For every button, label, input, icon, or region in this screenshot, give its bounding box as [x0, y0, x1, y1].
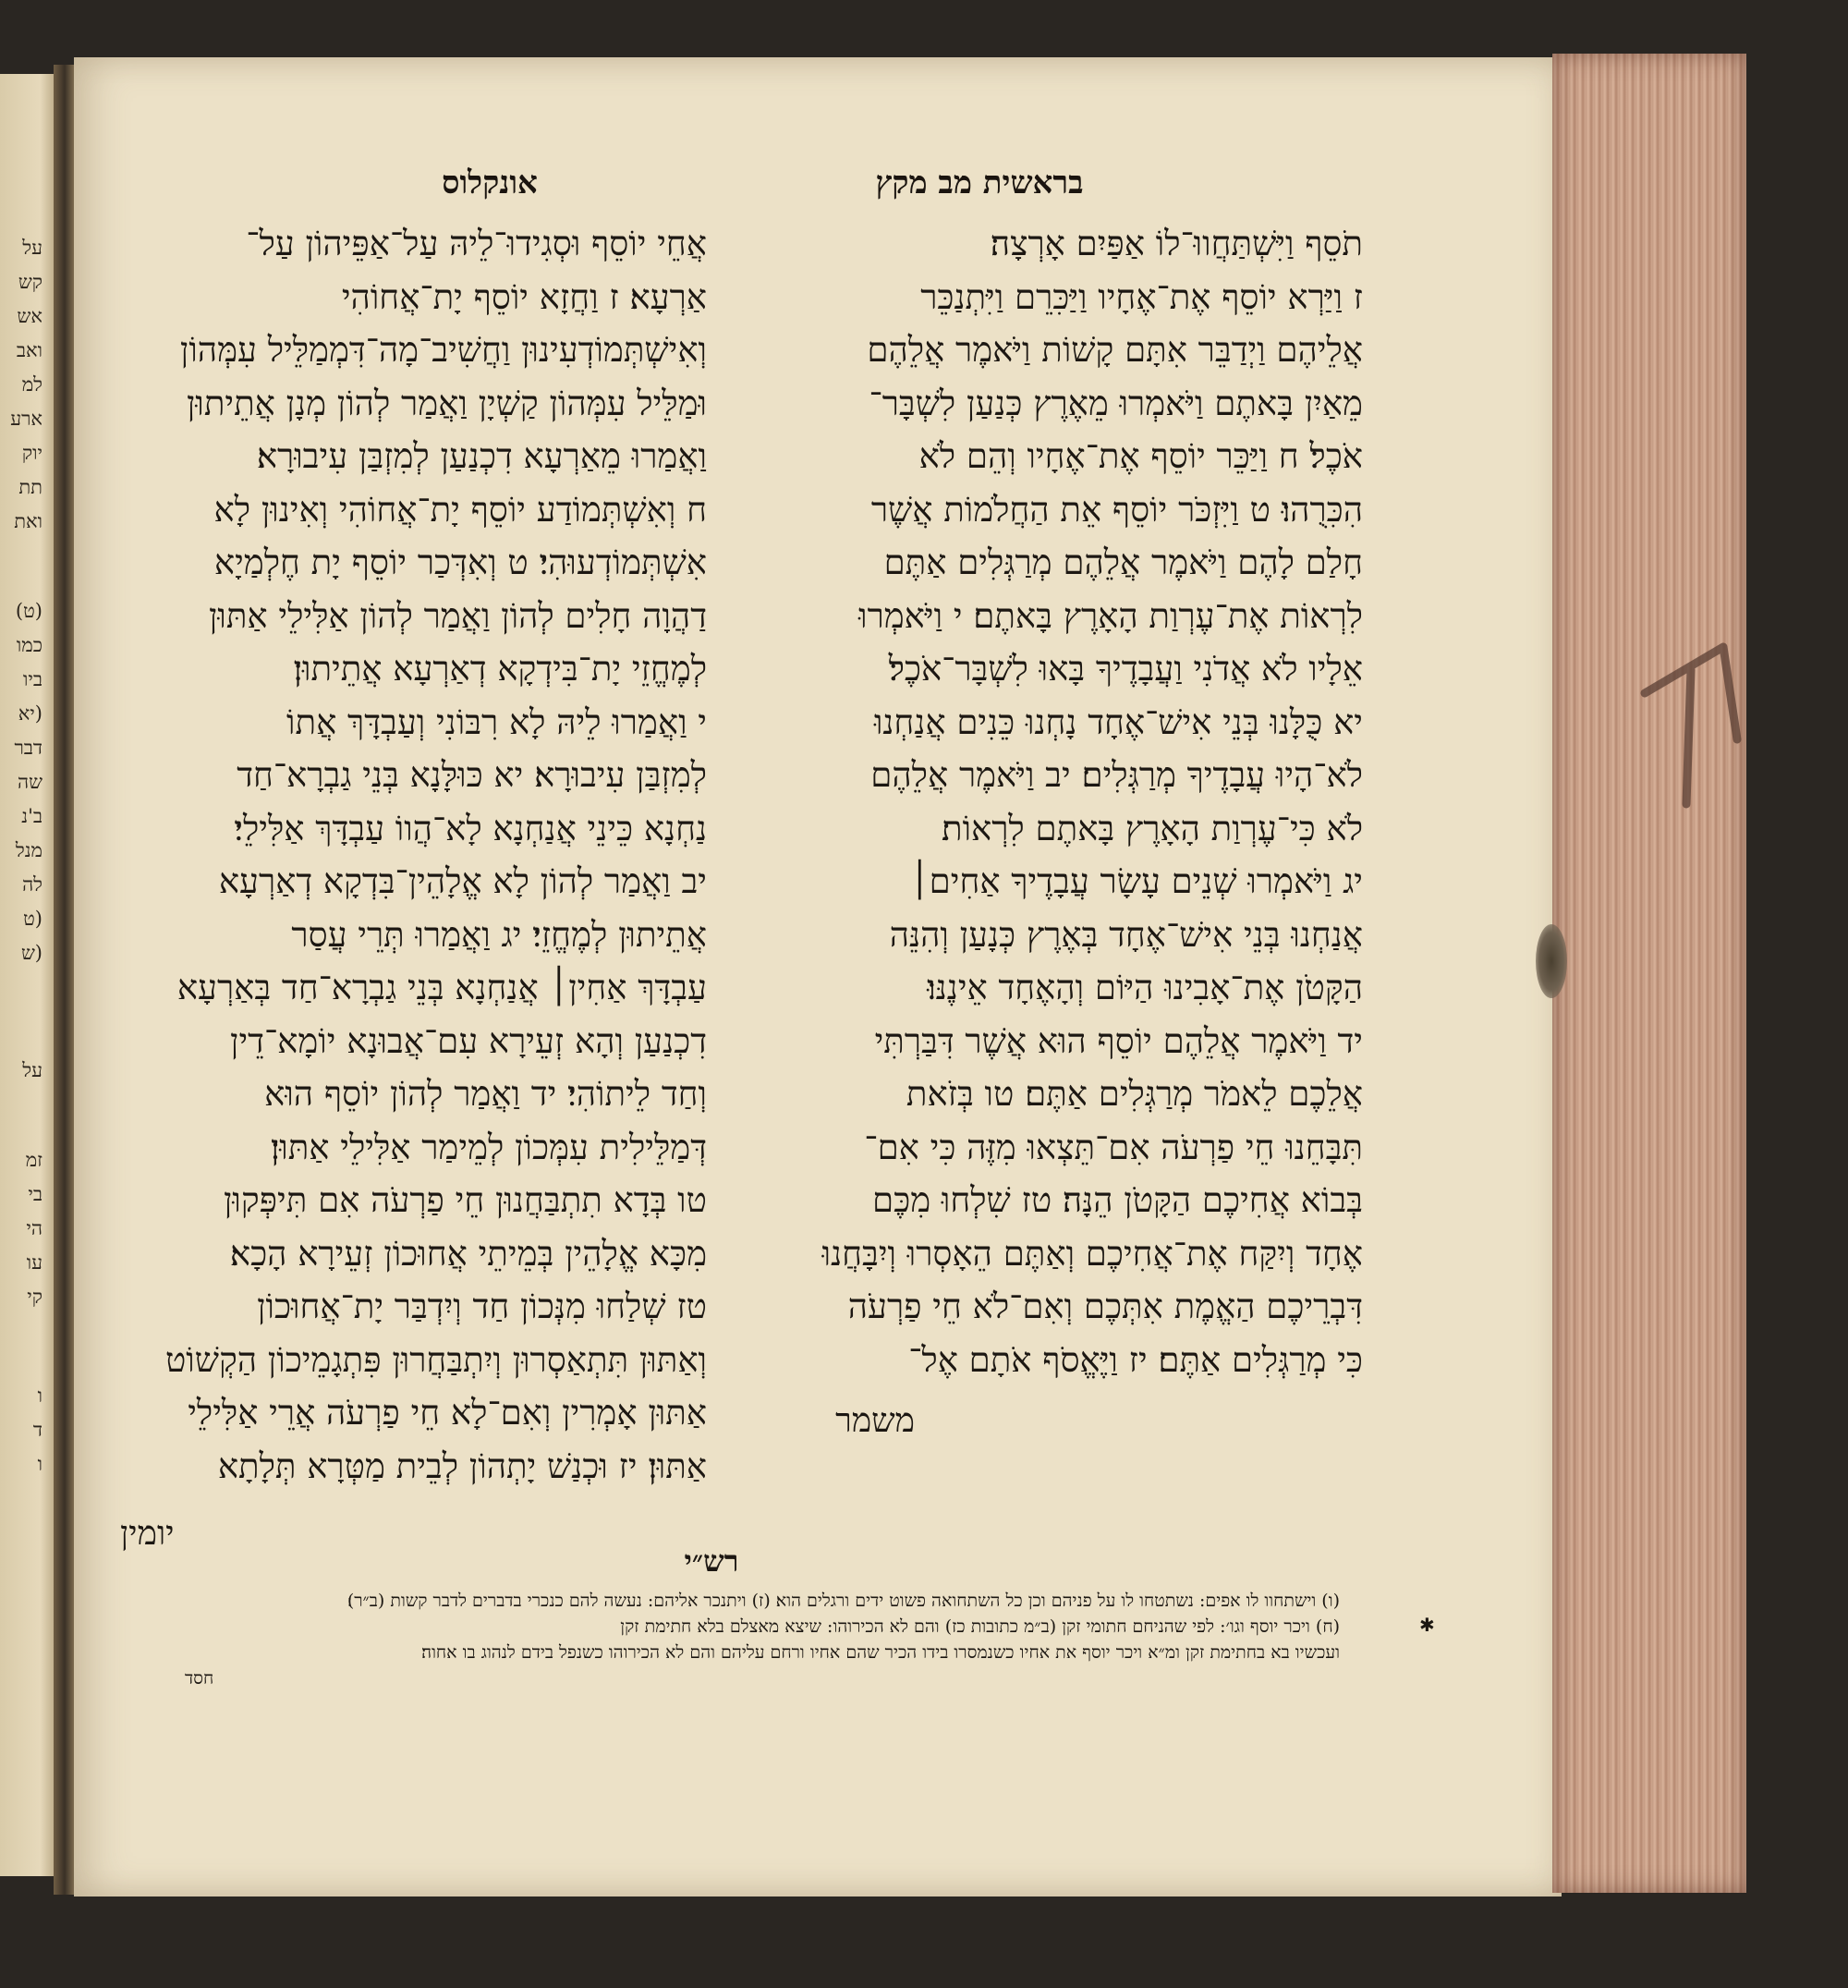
text-line: עַבְדָּךְ אַחִין׀ אֲנַחְנָא בְּנֵי גַבְרָא־חַד בְּאַרְעָא: [176, 968, 707, 1007]
fragment: (יא: [18, 702, 43, 725]
text-line: אֲלֵיהֶם וַיְדַבֵּר אִתָּם קָשׁוֹת וַיֹּאמֶר אֲלֵהֶם: [867, 330, 1363, 370]
text-line: דִּבְרֵיכֶם הַאֱמֶת אִתְּכֶם וְאִם־לֹא חֵי פַרְעֹה: [847, 1287, 1363, 1326]
fragment: ואת: [14, 510, 43, 532]
text-line: דְּמַלֵּילִית עִמְּכוֹן לְמֵימַר אַלִּילֵי אַתּוּן׃: [270, 1127, 707, 1167]
text-line: תֹסֵף וַיִּשְׁתַּחֲווּ־לוֹ אַפַּיִם אָרְצָה׃: [990, 224, 1363, 263]
handwritten-mark: [1635, 628, 1756, 813]
text-line: ח וְאִשְׁתְּמוֹדַע יוֹסֵף יָת־אֲחוֹהִי וְאִינוּן לָא: [213, 489, 707, 530]
fragment: עו: [26, 1251, 43, 1274]
fragment: בי: [28, 1183, 43, 1205]
text-line: וְאַתּוּן תִּתְאַסְרוּן וְיִתְבַּחֲרוּן פִּתְגָמֵיכוֹן הַקְשׁוֹט: [164, 1339, 707, 1380]
fragment: כמו: [16, 634, 43, 656]
text-line: דִכְנַעַן וְהָא זְעֵירָא עִם־אֲבוּנָא יוֹמָא־דֵין: [230, 1020, 707, 1061]
text-line: הִכִּרֻהוּ׃ ט וַיִּזְכֹּר יוֹסֵף אֵת הַחֲלֹמוֹת אֲשֶׁר: [870, 489, 1363, 530]
fragment: למ: [21, 373, 43, 396]
text-line: לִרְאוֹת אֶת־עֶרְוַת הָאָרֶץ בָּאתֶם׃ י וַיֹּאמְרוּ: [858, 595, 1363, 636]
text-line: ז וַיַּרְא יוֹסֵף אֶת־אֶחָיו וַיַּכִּרֵם וַיִּתְנַכֵּר: [920, 276, 1363, 317]
onkelos-text-column: [88, 217, 707, 1493]
fragment: ביו: [23, 668, 43, 690]
catchword-left: יומין: [120, 1515, 175, 1553]
text-line: אִשְׁתְּמוֹדְעוּהִי׃ ט וְאִדְּכַר יוֹסֵף יָת חֶלְמַיָא: [213, 543, 707, 582]
fragment: ב'נ: [21, 805, 43, 827]
ink-stain: [1536, 924, 1567, 998]
text-line: י וַאֲמַרוּ לֵיהּ לָא רִבּוֹנִי וְעַבְדָּךְ אֲתוֹ: [286, 701, 707, 742]
fragment: דבר: [14, 737, 43, 759]
fragment: על: [22, 1059, 43, 1081]
text-line: תִּבָּחֵנוּ חֵי פַרְעֹה אִם־תֵּצְאוּ מִזֶּה כִּי אִם־: [864, 1127, 1363, 1167]
catchword-right: משמר: [835, 1402, 915, 1440]
text-line: אַתּוּן׃ יז וּכְנַשׁ יָתְהוֹן לְבֵית מַטְּרָא תְּלָתָא: [217, 1445, 707, 1486]
text-line: טו בְּדָא תִתְבַּחֲנוּן חֵי פַרְעֹה אִם תִּיפְּקוּן: [223, 1180, 707, 1220]
page-fore-edge: [1552, 54, 1746, 1893]
fragment: זמ: [25, 1149, 43, 1171]
fragment: (ט: [23, 908, 43, 930]
text-line: נַחְנָא כֵּינֵי אֲנַחְנָא לָא־הֲווֹ עַבְדָּךְ אַלִּילֵי׃: [234, 808, 707, 848]
text-line: כִּי מְרַגְּלִים אַתֶּם׃ יז וַיֶּאֱסֹף אֹתָם אֶל־: [908, 1339, 1363, 1380]
text-line: וּמַלֵּיל עִמְּהוֹן קַשְׁיָן וַאֲמַר לְהוֹן מְנָן אֲתֵיתוּן: [186, 383, 707, 423]
fragment: מנל: [15, 839, 43, 861]
fragment: הי: [26, 1217, 43, 1239]
asterisk-mark: ✱: [1419, 1614, 1435, 1636]
text-line: מִכָּא אֱלָהֵין בְּמֵיתֵי אֲחוּכוֹן זְעֵירָא הָכָא׃: [229, 1233, 707, 1274]
text-line: אֶחָד וְיִקַּח אֶת־אֲחִיכֶם וְאַתֶּם הֵאָסְרוּ וְיִבָּחֲנוּ: [821, 1233, 1363, 1274]
fragment: על: [22, 237, 43, 259]
page-header-left: אונקלוס: [442, 165, 538, 201]
text-line: אֲחֵי יוֹסֵף וּסְגִידוּ־לֵיהּ עַל־אַפֵּיהוֹן עַל־: [246, 224, 707, 263]
text-line: אֲלֵכֶם לֵאמֹר מְרַגְּלִים אַתֶּם׃ טו בְּזֹאת: [906, 1074, 1363, 1114]
fragment: קש: [18, 271, 43, 293]
rashi-line: (ח) ויכר יוסף וגו׳: לפי שהניחם חתומי זקן (ב״מ כתובות כז) והם לא הכירוהו: שיצא מאצלם בלא חתימת זקן: [620, 1616, 1340, 1637]
text-line: בְּבוֹא אֲחִיכֶם הַקָּטֹן הֵנָּה׃ טז שִׁלְחוּ מִכֶּם: [872, 1180, 1363, 1220]
text-line: יא כֻּלָּנוּ בְּנֵי אִישׁ־אֶחָד נָחְנוּ כֵּנִים אֲנַחְנוּ: [873, 701, 1363, 742]
text-line: אֲתֵיתוּן לְמֶחֱזֵי׃ יג וַאֲמַרוּ תְּרֵי עֲסַר: [291, 914, 707, 955]
text-line: וְחַד לֵיתוֹהִי׃ יד וַאֲמַר לְהוֹן יוֹסֵף הוּא: [264, 1074, 707, 1114]
rashi-line: ועכשיו בא בחתימת זקן ומ״א ויכר יוסף את אחיו כשנמסרו בידו הכיר שהם אחיו ורחם עליהם והם לא הכירוהו כשנפל בידם לנהוג בו אחוה׃: [421, 1642, 1340, 1663]
text-line: אַרְעָא׃ ז וַחֲזָא יוֹסֵף יָת־אֲחוֹהִי: [341, 276, 707, 317]
fragment: ארע: [10, 408, 43, 430]
text-line: לְמִזְבַּן עִיבוּרָא׃ יא כּוּלָּנָא בְּנֵי גַבְרָא־חַד: [237, 755, 707, 795]
text-line: וְאִישְׁתְּמוֹדְעִינוּן וַחֲשִׁיב־מָה־דִּמְמַלֵּיל עִמְּהוֹן: [179, 330, 707, 370]
text-line: אֹכֶל׃ ח וַיַּכֵּר יוֹסֵף אֶת־אֶחָיו וְהֵם לֹא: [918, 436, 1363, 476]
rashi-line: (ו) וישתחוו לו אפים: נשתטחו לו על פניהם וכן כל השתחואה פשוט ידים ורגלים הוא׃ (ז) ויתנכר אליהם: נעשה להם כנכרי בדברים לדבר קשות (ב״ר)׃: [346, 1591, 1340, 1611]
text-line: אַתּוּן אָמְרִין וְאִם־לָא חֵי פַרְעֹה אֲרֵי אַלִּילֵי: [188, 1393, 707, 1433]
text-line: וַאֲמַרוּ מֵאַרְעָא דִכְנַעַן לְמִזְבַּן עִיבוּרָא׃: [256, 436, 707, 476]
left-page-fragments: [0, 231, 43, 1482]
text-line: מֵאַיִן בָּאתֶם וַיֹּאמְרוּ מֵאֶרֶץ כְּנַעַן לִשְׁבָּר־: [869, 383, 1363, 423]
text-line: אֲנַחְנוּ בְּנֵי אִישׁ־אֶחָד בְּאֶרֶץ כְּנָעַן וְהִנֵּה: [889, 914, 1363, 955]
fragment: (ש: [20, 942, 43, 964]
page-header-right: בראשית מב מקץ: [875, 165, 1084, 201]
fragment: ו: [37, 1453, 43, 1475]
fragment: ד: [32, 1419, 43, 1441]
text-line: חָלַם לָהֶם וַיֹּאמֶר אֲלֵהֶם מְרַגְּלִים אַתֶּם: [883, 543, 1363, 582]
fragment: ו: [37, 1384, 43, 1407]
fragment: קי: [27, 1286, 43, 1308]
text-line: לֹא־הָיוּ עֲבָדֶיךָ מְרַגְּלִים׃ יב וַיֹּאמֶר אֲלֵהֶם: [870, 755, 1363, 795]
rashi-title: רש״י: [684, 1543, 739, 1579]
text-line: אֵלָיו לֹא אֲדֹנִי וַעֲבָדֶיךָ בָּאוּ לִשְׁבָּר־אֹכֶל׃: [888, 649, 1363, 689]
fragment: ואב: [16, 339, 43, 361]
fragment: תת: [18, 476, 43, 498]
text-line: יב וַאֲמַר לְהוֹן לָא אֱלָהֵין־בִּדְקָא דְאַרְעָא: [218, 861, 707, 901]
text-line: טז שְׁלַחוּ מִנְּכוֹן חַד וְיִדְבַּר יָת־אֲחוּכוֹן: [257, 1287, 707, 1326]
fragment: לה: [22, 873, 43, 896]
text-line: לֹא כִּי־עֶרְוַת הָאָרֶץ בָּאתֶם לִרְאוֹת׃: [942, 808, 1363, 848]
fragment: אש: [17, 305, 43, 327]
text-line: לְמֶחֱזֵי יָת־בִּידְקָא דְאַרְעָא אֲתֵיתוּן׃: [293, 649, 707, 689]
rashi-catchword: חסד: [185, 1668, 214, 1689]
text-line: הַקָּטֹן אֶת־אָבִינוּ הַיּוֹם וְהָאֶחָד אֵינֶנּוּ׃: [927, 968, 1363, 1007]
rashi-commentary: [74, 1588, 1340, 1691]
hebrew-text-column: [716, 217, 1363, 1386]
fragment: יוק: [21, 442, 43, 464]
text-line: יג וַיֹּאמְרוּ שְׁנֵים עָשָׂר עֲבָדֶיךָ אַחִים׀: [909, 861, 1363, 901]
text-line: דַהֲוָה חָלִים לְהוֹן וַאֲמַר לְהוֹן אַלִּילֵי אַתּוּן: [208, 595, 707, 636]
fragment: (ט): [15, 600, 43, 622]
book-gutter: [54, 65, 76, 1895]
fragment: שה: [18, 771, 43, 793]
text-line: יד וַיֹּאמֶר אֲלֵהֶם יוֹסֵף הוּא אֲשֶׁר דִּבַּרְתִּי: [874, 1020, 1363, 1061]
